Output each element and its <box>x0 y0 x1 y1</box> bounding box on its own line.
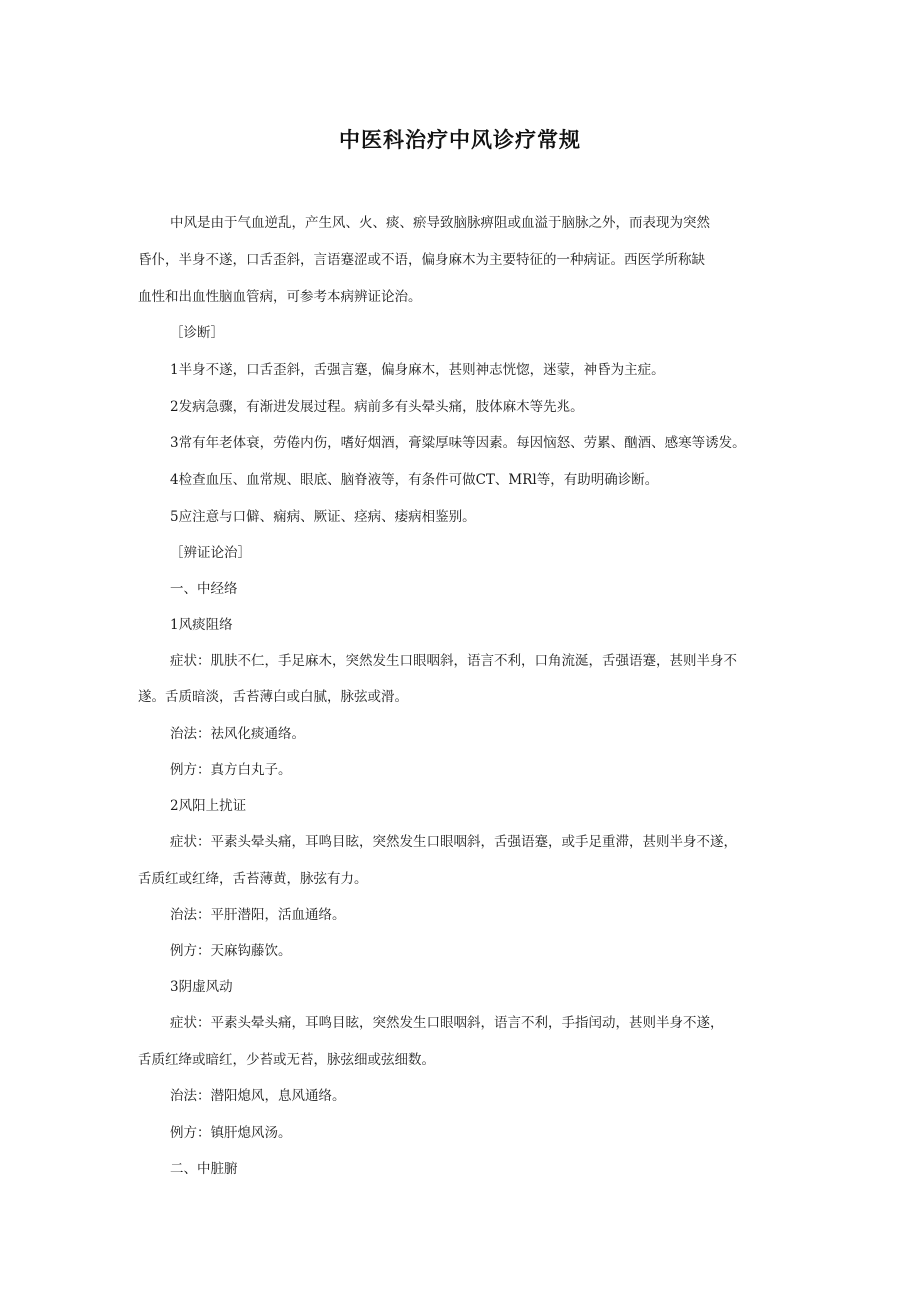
pattern-heading-1: 1风痰阻络 <box>170 617 233 633</box>
pattern-1-formula: 例方：真方白丸子。 <box>170 762 292 778</box>
pattern-3-symptoms-line-1: 症状：平素头晕头痛，耳鸣目眩，突然发生口眼咽斜，语言不利，手指闰动，甚则半身不遂， <box>170 1015 724 1031</box>
diagnosis-item-2: 2发病急骤，有渐进发展过程。病前多有头晕头痛，肢体麻木等先兆。 <box>170 399 584 415</box>
pattern-1-symptoms-line-2: 遂。舌质暗淡，舌苔薄白或白腻，脉弦或滑。 <box>138 689 408 705</box>
diagnosis-item-3: 3常有年老体衰，劳倦内伤，嗜好烟酒，膏粱厚味等因素。每因恼怒、劳累、酗酒、感寒等诱发。 <box>170 435 746 451</box>
pattern-2-method: 治法：平肝潜阳，活血通络。 <box>170 907 346 923</box>
intro-line-3: 血性和出血性脑血管病，可参考本病辨证论治。 <box>138 289 422 305</box>
pattern-2-formula: 例方：天麻钩藤饮。 <box>170 943 292 959</box>
pattern-2-symptoms-line-1: 症状：平素头晕头痛，耳鸣目眩，突然发生口眼咽斜，舌强语蹇，或手足重滞，甚则半身不遂， <box>170 834 737 850</box>
pattern-2-symptoms-line-2: 舌质红或红绛，舌苔薄黄，脉弦有力。 <box>138 871 368 887</box>
subsection-heading-viscera: 二、中脏腑 <box>170 1161 238 1177</box>
diagnosis-item-5: 5应注意与口僻、痫病、厥证、痉病、痿病相鉴别。 <box>170 509 476 525</box>
section-heading-diagnosis: ［诊断］ <box>170 325 224 341</box>
pattern-heading-2: 2风阳上扰证 <box>170 798 247 814</box>
document-title: 中医科治疗中风诊疗常规 <box>339 128 581 152</box>
diagnosis-item-1: 1半身不遂，口舌歪斜，舌强言蹇，偏身麻木，甚则神志恍惚，迷蒙，神昏为主症。 <box>170 362 665 378</box>
intro-line-1: 中风是由于气血逆乱，产生风、火、痰、瘀导致脑脉痹阻或血溢于脑脉之外，而表现为突然 <box>170 215 710 231</box>
intro-line-2: 昏仆，半身不遂，口舌歪斜，言语蹇涩或不语，偏身麻木为主要特征的一种病证。西医学所称缺 <box>138 252 705 268</box>
diagnosis-item-4: 4检查血压、血常规、眼底、脑脊液等，有条件可做CT、MRl等，有助明确诊断。 <box>170 472 659 488</box>
subsection-heading-meridian: 一、中经络 <box>170 581 238 597</box>
section-heading-treatment: ［辨证论治］ <box>170 545 251 561</box>
pattern-3-symptoms-line-2: 舌质红绛或暗红，少苔或无苔，脉弦细或弦细数。 <box>138 1052 435 1068</box>
pattern-3-method: 治法：潜阳熄风，息风通络。 <box>170 1088 346 1104</box>
pattern-3-formula: 例方：镇肝熄风汤。 <box>170 1125 292 1141</box>
pattern-1-method: 治法：祛风化痰通络。 <box>170 726 305 742</box>
pattern-heading-3: 3阴虚风动 <box>170 979 233 995</box>
pattern-1-symptoms-line-1: 症状：肌肤不仁，手足麻木，突然发生口眼咽斜，语言不利，口角流涎，舌强语蹇，甚则半身不 <box>170 653 737 669</box>
